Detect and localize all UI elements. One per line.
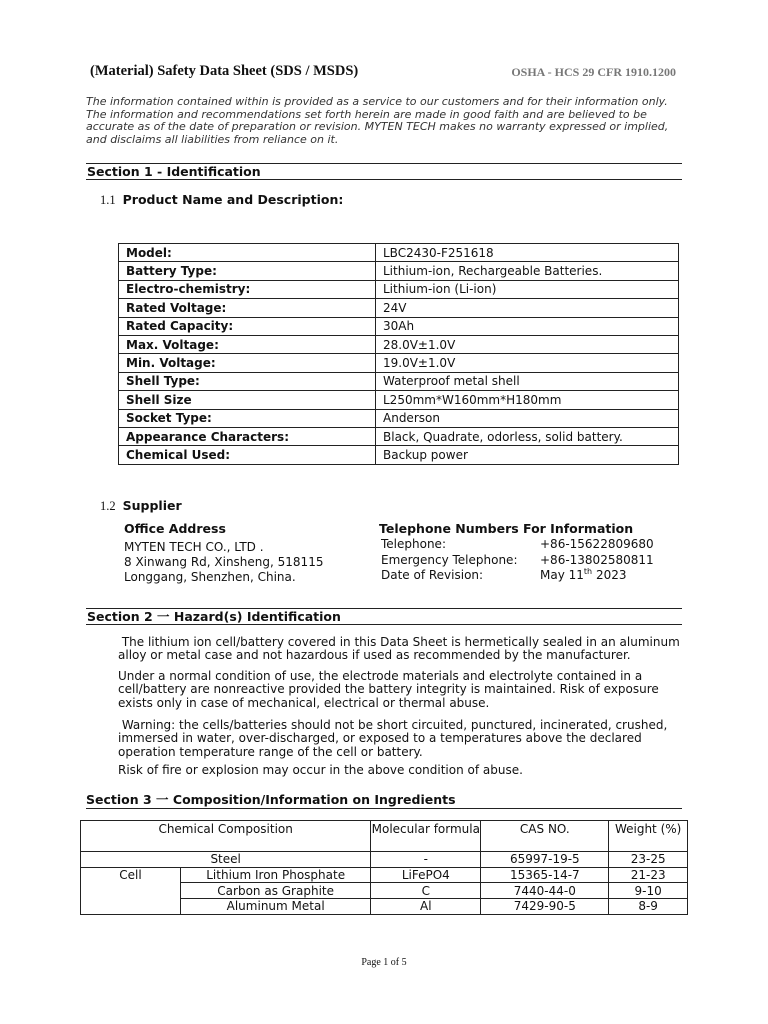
property-value: 28.0V±1.0V xyxy=(376,335,679,353)
table-header-row xyxy=(81,821,688,852)
hazard-paragraph: Under a normal condition of use, the electrode materials and electrolyte contained in a cell/battery are nonreactive provided the battery integrity is maintained. Risk of exposure exists only in case of mechanical, electrical or thermal abuse. xyxy=(118,669,659,710)
telephone-label: Telephone: xyxy=(381,537,446,551)
table-row xyxy=(119,299,679,317)
molecular-formula: LiFePO4 xyxy=(371,867,481,883)
hazard-paragraph: The lithium ion cell/battery covered in this Data Sheet is hermetically sealed in an aluminum alloy or metal case and not hazardous if used as recommended by the manufacturer. xyxy=(118,635,684,663)
section-3-heading: Section 3 一 Composition/Information on Ingredients xyxy=(86,792,682,809)
weight-percent: 8-9 xyxy=(609,899,688,915)
molecular-formula: Al xyxy=(371,899,481,915)
table-row xyxy=(119,280,679,298)
table-row xyxy=(81,867,688,883)
emergency-telephone-label: Emergency Telephone: xyxy=(381,553,518,567)
subsection-number: 1.2 xyxy=(100,499,116,513)
cas-number: 65997-19-5 xyxy=(481,852,609,868)
revision-date-value xyxy=(540,568,626,582)
revision-date-day: May 11 xyxy=(540,568,584,582)
emergency-telephone-number: +86-13802580811 xyxy=(540,553,654,567)
subsection-1-2-heading xyxy=(100,498,182,514)
chemical-name: Steel xyxy=(81,852,371,868)
cell-group-label: Cell xyxy=(81,867,181,914)
product-description-table xyxy=(118,243,679,465)
table-row xyxy=(81,852,688,868)
telephone-heading: Telephone Numbers For Information xyxy=(379,521,634,536)
property-name: Shell Type: xyxy=(119,372,376,390)
weight-percent: 21-23 xyxy=(609,867,688,883)
subsection-number: 1.1 xyxy=(100,193,116,207)
property-name: Chemical Used: xyxy=(119,446,376,464)
column-header: Molecular formula xyxy=(371,821,481,852)
column-header: Chemical Composition xyxy=(81,821,371,852)
hazard-paragraph: Warning: the cells/batteries should not be short circuited, punctured, incinerated, crushed, immersed in water, over-discharged, or exposed to a temperatures above the declared operation temperature range of the cell or battery. xyxy=(118,718,672,759)
property-value: Black, Quadrate, odorless, solid battery. xyxy=(376,427,679,445)
section-1-heading: Section 1 - Identification xyxy=(86,163,682,180)
property-name: Electro-chemistry: xyxy=(119,280,376,298)
column-header: Weight (%) xyxy=(609,821,688,852)
office-address-line: Longgang, Shenzhen, China. xyxy=(124,570,296,584)
property-name: Rated Capacity: xyxy=(119,317,376,335)
chemical-name: Lithium Iron Phosphate xyxy=(181,867,371,883)
table-row xyxy=(119,391,679,409)
page-number: Page 1 of 5 xyxy=(361,957,407,968)
property-value: L250mm*W160mm*H180mm xyxy=(376,391,679,409)
revision-date-label: Date of Revision: xyxy=(381,568,484,582)
property-name: Model: xyxy=(119,244,376,262)
regulation-reference: OSHA - HCS 29 CFR 1910.1200 xyxy=(511,65,676,79)
table-row xyxy=(119,372,679,390)
property-name: Socket Type: xyxy=(119,409,376,427)
revision-date-ordinal: th xyxy=(583,567,593,576)
property-value: Anderson xyxy=(376,409,679,427)
property-name: Min. Voltage: xyxy=(119,354,376,372)
molecular-formula: - xyxy=(371,852,481,868)
property-value: 19.0V±1.0V xyxy=(376,354,679,372)
office-address-line: MYTEN TECH CO., LTD . xyxy=(124,540,264,554)
table-row xyxy=(119,335,679,353)
table-row xyxy=(119,262,679,280)
cas-number: 7440-44-0 xyxy=(481,883,609,899)
table-row xyxy=(119,409,679,427)
property-value: Lithium-ion, Rechargeable Batteries. xyxy=(376,262,679,280)
disclaimer-text: The information contained within is provided as a service to our customers and for their information only. The information and recommendations set forth herein are made in good faith and are believed to be accurate as of the date of preparation or revision. MYTEN TECH makes no warranty expressed or implied, and disclaims all liabilities from reliance on it. xyxy=(86,95,669,146)
table-row xyxy=(119,317,679,335)
molecular-formula: C xyxy=(371,883,481,899)
office-address-heading: Office Address xyxy=(124,521,226,536)
cas-number: 7429-90-5 xyxy=(481,899,609,915)
composition-table xyxy=(80,820,688,915)
chemical-name: Carbon as Graphite xyxy=(181,883,371,899)
property-value: 24V xyxy=(376,299,679,317)
table-row xyxy=(119,354,679,372)
property-value: LBC2430-F251618 xyxy=(376,244,679,262)
document-title: (Material) Safety Data Sheet (SDS / MSDS) xyxy=(90,63,359,79)
property-value: Waterproof metal shell xyxy=(376,372,679,390)
property-value: Backup power xyxy=(376,446,679,464)
table-row xyxy=(119,427,679,445)
property-name: Shell Size xyxy=(119,391,376,409)
property-value: 30Ah xyxy=(376,317,679,335)
hazard-paragraph: Risk of fire or explosion may occur in the above condition of abuse. xyxy=(118,763,523,777)
cas-number: 15365-14-7 xyxy=(481,867,609,883)
revision-date-year: 2023 xyxy=(592,568,627,582)
subsection-title: Supplier xyxy=(122,498,182,513)
office-address-line: 8 Xinwang Rd, Xinsheng, 518115 xyxy=(124,555,324,569)
property-name: Battery Type: xyxy=(119,262,376,280)
telephone-number: +86-15622809680 xyxy=(540,537,654,551)
property-name: Max. Voltage: xyxy=(119,335,376,353)
chemical-name: Aluminum Metal xyxy=(181,899,371,915)
property-value: Lithium-ion (Li-ion) xyxy=(376,280,679,298)
section-2-heading: Section 2 一 Hazard(s) Identification xyxy=(86,608,682,625)
column-header: CAS NO. xyxy=(481,821,609,852)
table-row xyxy=(119,446,679,464)
table-row xyxy=(119,244,679,262)
subsection-title: Product Name and Description: xyxy=(122,192,344,207)
property-name: Appearance Characters: xyxy=(119,427,376,445)
subsection-1-1-heading xyxy=(100,192,343,208)
weight-percent: 9-10 xyxy=(609,883,688,899)
weight-percent: 23-25 xyxy=(609,852,688,868)
property-name: Rated Voltage: xyxy=(119,299,376,317)
